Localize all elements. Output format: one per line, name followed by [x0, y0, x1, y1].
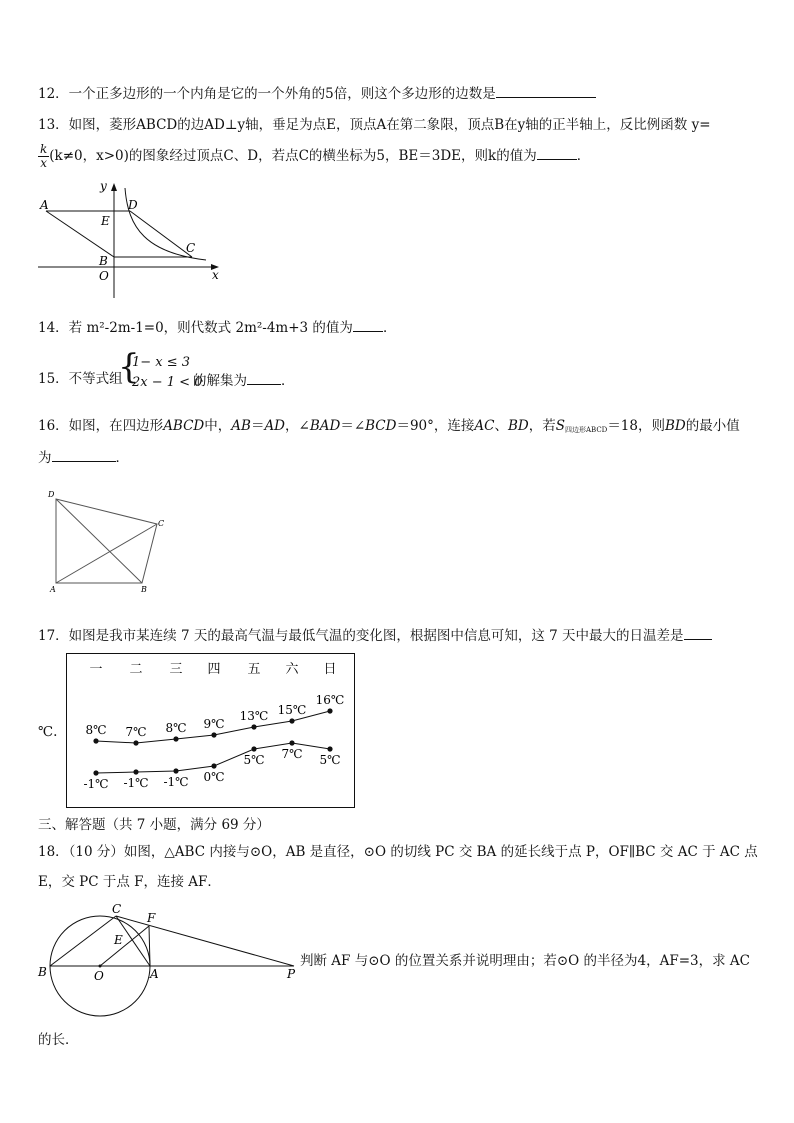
q16-text: 、 — [494, 418, 508, 434]
fraction-numerator: k — [40, 142, 48, 156]
question-13-line1 — [38, 116, 711, 134]
high-temp-label: 15℃ — [277, 703, 307, 717]
side-DC — [130, 211, 192, 257]
answer-blank — [247, 370, 281, 385]
question-15-text-2: 的解集为 — [193, 373, 247, 389]
answer-blank — [684, 625, 712, 640]
label-O: O — [94, 969, 104, 983]
question-13-line2 — [38, 143, 590, 170]
low-temp-point — [211, 763, 216, 768]
q16-S: S — [555, 418, 565, 434]
q16-text: 为 — [38, 450, 52, 466]
fraction-k-over-x — [38, 143, 49, 170]
q16-text: 中， — [204, 418, 232, 434]
q16-text: ，若 — [528, 418, 556, 434]
high-temp-point — [211, 732, 216, 737]
q16-text: ＝18，则 — [607, 418, 665, 434]
question-18-line2: E，交 PC 于点 F，连接 AF． — [38, 874, 221, 890]
day-label: 一 — [89, 662, 103, 677]
question-16-line2 — [38, 447, 129, 467]
question-15-prefix — [38, 370, 123, 388]
label-P: P — [287, 967, 296, 981]
figure-quadrilateral — [44, 488, 174, 598]
label-B: B — [38, 965, 47, 979]
question-14 — [38, 317, 396, 337]
segment-OF — [100, 926, 149, 966]
period: ． — [281, 373, 295, 389]
fraction-denominator: x — [40, 156, 48, 170]
day-label: 四 — [207, 662, 221, 677]
low-temp-point — [251, 746, 256, 751]
low-temp-label: -1℃ — [83, 777, 109, 791]
question-18-line3: 判断 AF 与⊙O 的位置关系并说明理由；若⊙O 的半径为4，AF=3，求 AC — [300, 953, 751, 969]
section-3-title: 三、解答题（共 7 小题，满分 69 分） — [38, 817, 270, 833]
low-temp-point — [173, 768, 178, 773]
high-temp-point — [93, 738, 98, 743]
question-15-suffix — [193, 370, 295, 390]
q16-BD-2: BD — [665, 418, 686, 434]
day-label: 六 — [285, 662, 299, 677]
label-B: B — [141, 585, 147, 594]
diagonal-AC — [56, 524, 157, 583]
high-temp-point — [173, 736, 178, 741]
question-13-text: 13．如图，菱形ABCD的边AD⊥y轴，垂足为点E，顶点A在第二象限，顶点B在y轴的正半轴上，反比例函数 y= — [38, 117, 711, 133]
y-axis-arrow — [111, 183, 117, 191]
low-temp-label: 0℃ — [203, 770, 225, 784]
question-17 — [38, 625, 712, 645]
q16-AD: AD — [264, 418, 286, 434]
label-C: C — [186, 241, 196, 255]
q16-BAD: BAD — [309, 418, 341, 434]
low-temp-point — [327, 746, 332, 751]
answer-blank — [353, 317, 383, 332]
diagonal-DB — [56, 499, 142, 583]
question-12-text: 12．一个正多边形的一个内角是它的一个外角的5倍，则这个多边形的边数是 — [38, 86, 496, 102]
label-C: C — [112, 902, 122, 916]
q16-BD: BD — [508, 418, 529, 434]
chord-BC — [50, 916, 116, 966]
label-A: A — [50, 585, 56, 594]
quadrilateral-ABCD — [56, 499, 157, 583]
q16-AC: AC — [474, 418, 495, 434]
answer-blank — [52, 447, 116, 462]
low-temp-label: -1℃ — [163, 775, 189, 789]
day-label: 三 — [169, 662, 183, 677]
question-13-text-2: (k≠0，x>0)的图象经过顶点C、D，若点C的横坐标为5，BE＝3DE，则k的值为 — [49, 148, 537, 164]
question-14-text: 14．若 m²-2m-1=0，则代数式 2m²-4m+3 的值为 — [38, 320, 353, 336]
figure-rhombus-hyperbola — [36, 178, 236, 302]
low-temp-point — [93, 770, 98, 775]
inequality-1: 1− x ≤ 3 — [132, 355, 191, 370]
low-temp-label: -1℃ — [123, 776, 149, 790]
high-temp-label: 8℃ — [165, 721, 187, 735]
label-A: A — [40, 198, 49, 212]
answer-blank — [496, 83, 596, 98]
label-D: D — [48, 490, 55, 499]
label-E: E — [114, 933, 123, 947]
label-A: A — [150, 967, 159, 981]
q16-text: ，∠ — [285, 418, 310, 434]
label-x: x — [212, 268, 219, 282]
q16-ABCD: ABCD — [163, 418, 205, 434]
inequality-2: 2x − 1 < 0 — [132, 375, 203, 390]
q16-text: ＝ — [250, 418, 265, 434]
q16-text: ＝∠ — [340, 418, 366, 434]
high-temp-label: 7℃ — [125, 725, 147, 739]
label-O: O — [99, 269, 109, 283]
temp-unit: ℃. — [38, 724, 58, 740]
high-temp-label: 13℃ — [239, 709, 269, 723]
low-temp-label: 5℃ — [319, 753, 341, 767]
q16-subscript: 四边形ABCD — [565, 426, 608, 434]
answer-blank — [537, 145, 577, 160]
high-temp-label: 9℃ — [203, 717, 225, 731]
tangent-PC — [116, 916, 294, 966]
system-brace: { — [118, 347, 140, 387]
question-18-line4: 的长． — [38, 1032, 79, 1048]
day-label: 二 — [129, 662, 143, 677]
q16-text: 的最小值 — [685, 418, 740, 434]
label-D: D — [128, 198, 138, 212]
question-17-text: 17．如图是我市某连续 7 天的最高气温与最低气温的变化图，根据图中信息可知，这 7 天中最大的日温差是 — [38, 628, 684, 644]
question-16-line1 — [38, 417, 740, 439]
q16-text: ＝90°，连接 — [396, 418, 475, 434]
high-temp-point — [289, 718, 294, 723]
label-E: E — [101, 214, 110, 228]
q16-text: 16．如图，在四边形 — [38, 418, 164, 434]
question-12 — [38, 83, 596, 103]
high-temp-point — [133, 740, 138, 745]
day-label: 日 — [323, 662, 337, 677]
day-label: 五 — [247, 662, 261, 677]
low-temp-point — [289, 740, 294, 745]
low-temp-point — [133, 769, 138, 774]
figure-circle-tangent — [36, 898, 300, 1022]
question-15-text: 15．不等式组 — [38, 371, 123, 387]
period: ． — [576, 148, 591, 164]
high-temp-point — [251, 724, 256, 729]
high-temp-label: 16℃ — [315, 693, 345, 707]
center-point — [99, 965, 102, 968]
period: ． — [115, 450, 129, 466]
question-18-line1: 18．（10 分）如图，△ABC 内接与⊙O，AB 是直径，⊙O 的切线 PC 交 BA 的延长线于点 P，OF∥BC 交 AC 于 AC 点 — [38, 844, 758, 860]
temperature-chart — [66, 653, 356, 809]
label-F: F — [147, 911, 156, 925]
period: ． — [382, 320, 397, 336]
low-temp-label: 5℃ — [243, 753, 265, 767]
label-y: y — [100, 179, 107, 193]
label-B: B — [99, 254, 108, 268]
q16-BCD: BCD — [365, 418, 397, 434]
high-temp-label: 8℃ — [85, 723, 107, 737]
high-temp-point — [327, 708, 332, 713]
low-temp-label: 7℃ — [281, 747, 303, 761]
label-C: C — [158, 519, 165, 528]
q16-AB: AB — [231, 418, 251, 434]
